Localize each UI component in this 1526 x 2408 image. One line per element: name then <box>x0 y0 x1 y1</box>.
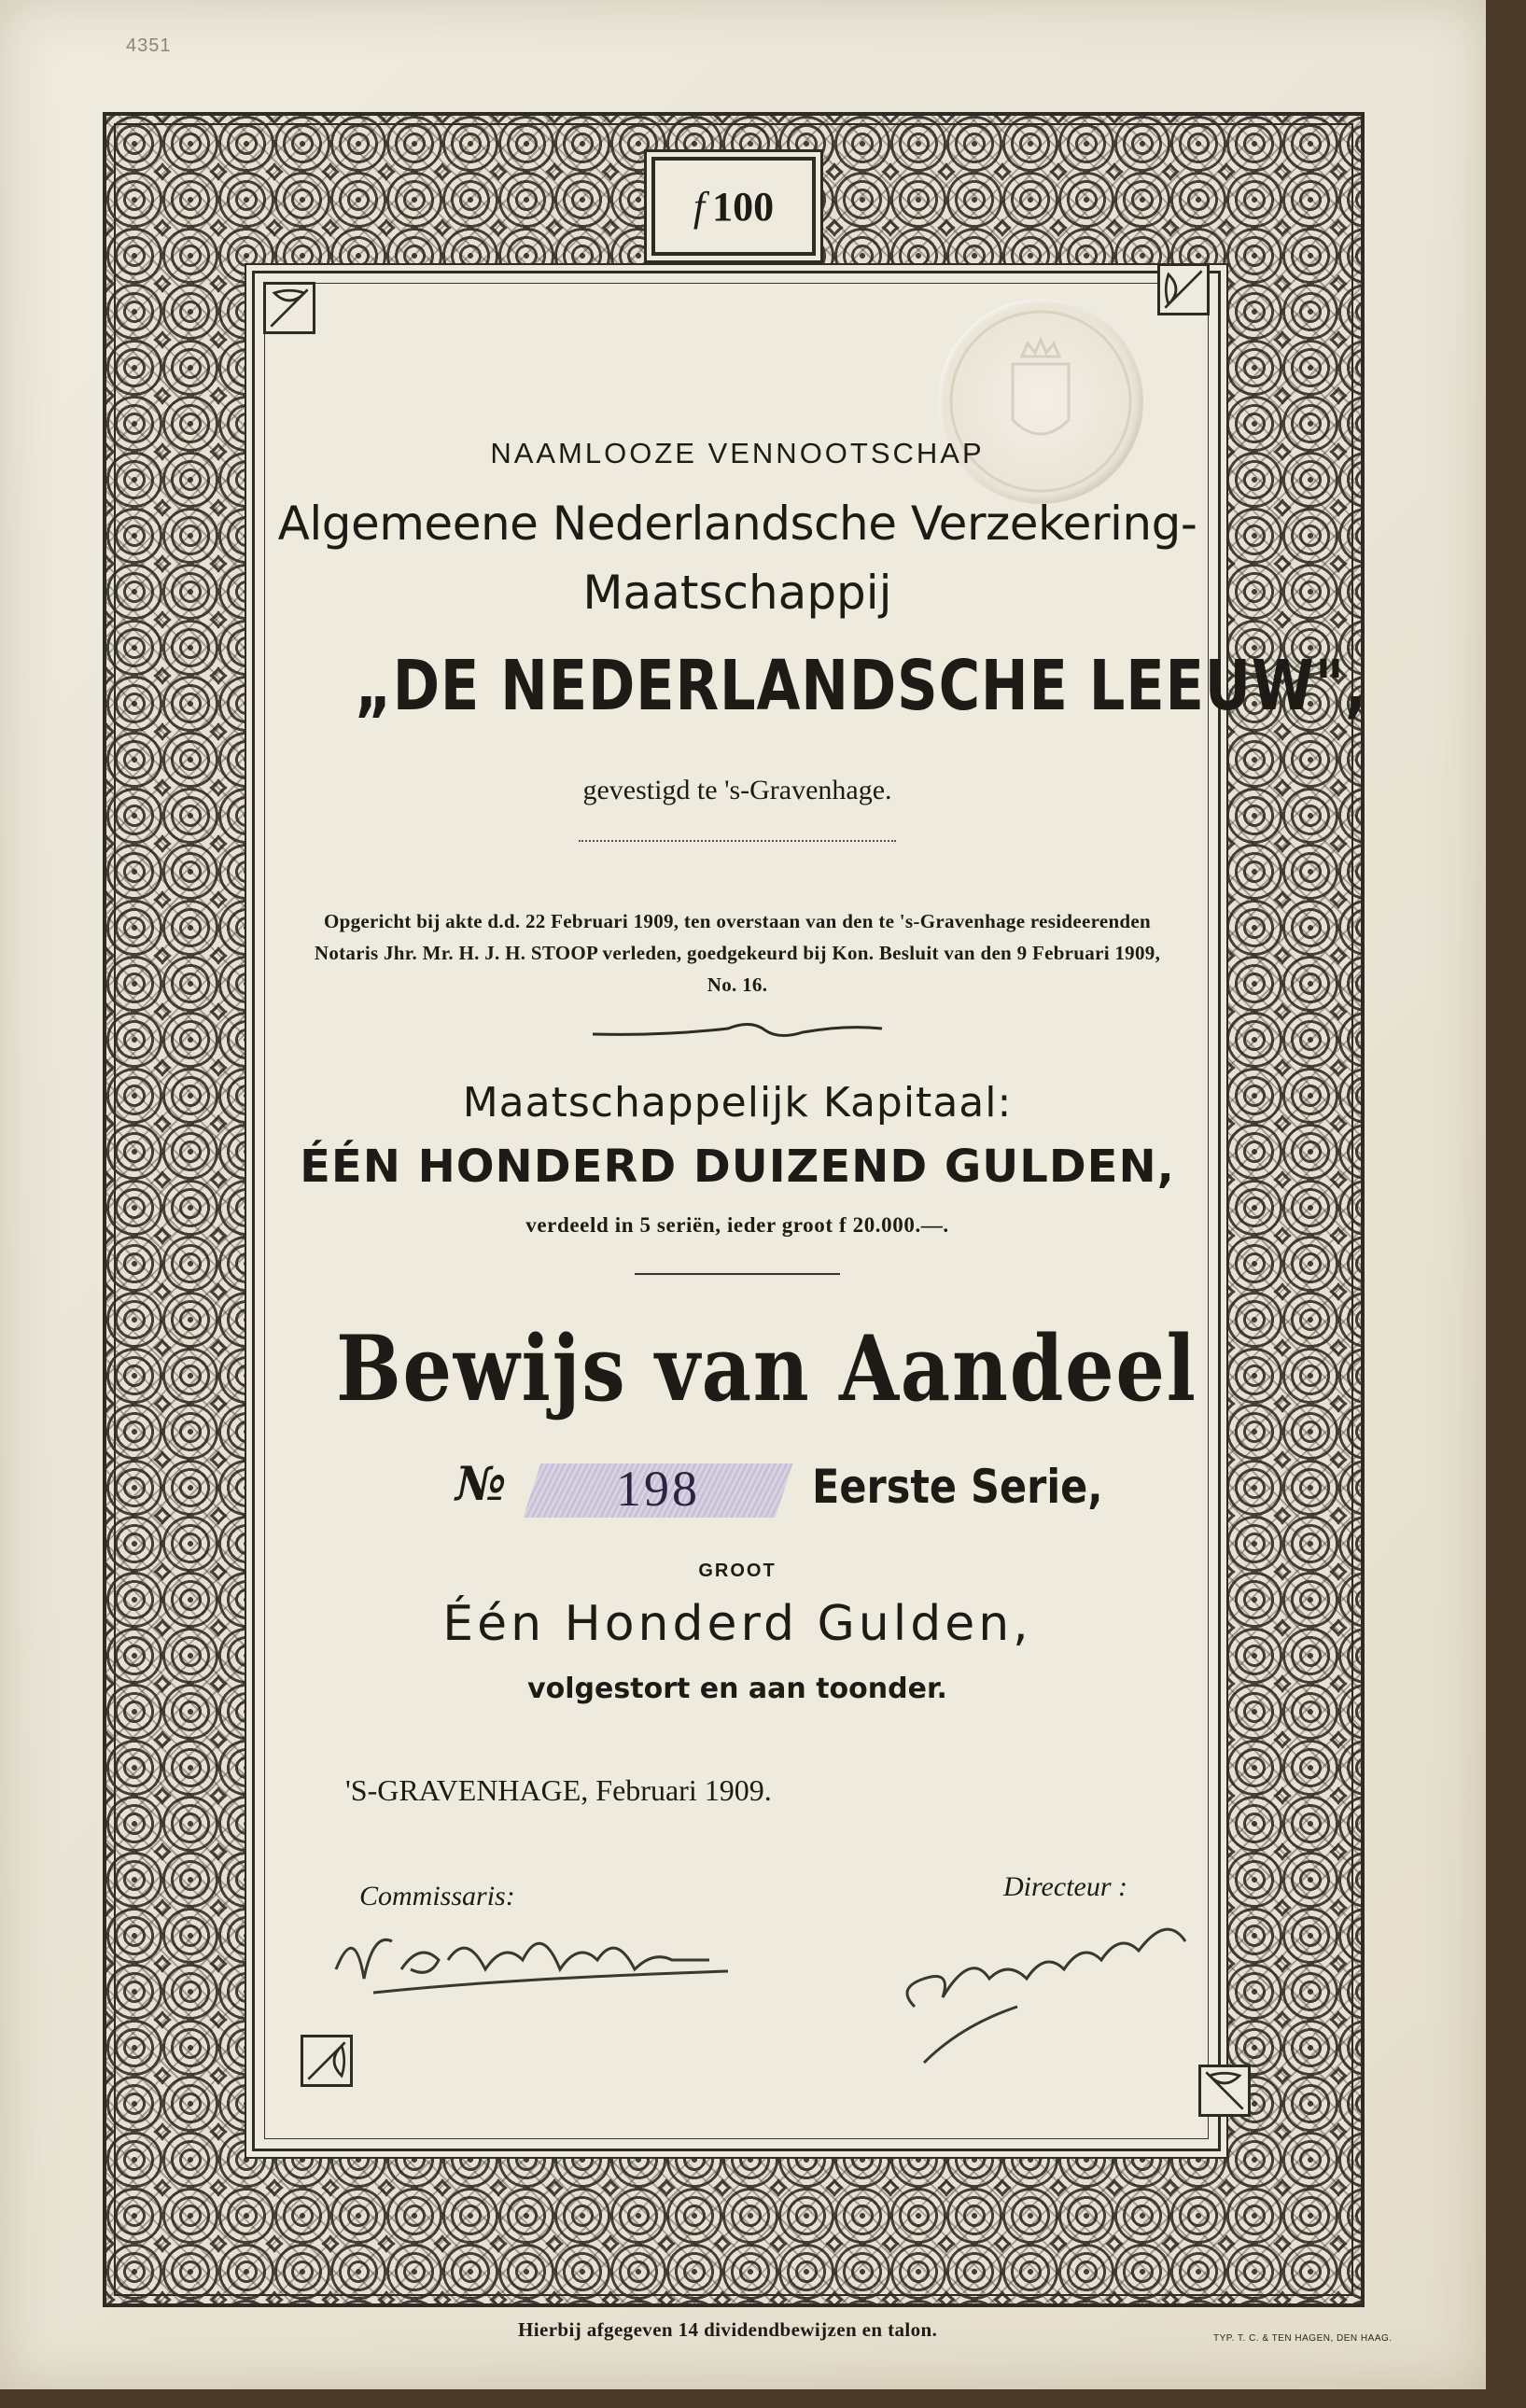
directeur-signature-icon <box>887 1895 1204 2081</box>
swirl-divider-icon <box>588 1015 887 1043</box>
pencil-note: 4351 <box>126 35 172 56</box>
company-name-line1: Algemeene Nederlandsche Verzekering- <box>277 497 1197 551</box>
divider <box>635 1273 840 1275</box>
place-date: 'S-GRAVENHAGE, Februari 1909. <box>345 1773 772 1807</box>
share-value: Één Honderd Gulden, <box>442 1596 1032 1652</box>
share-terms: volgestort en aan toonder. <box>527 1673 947 1705</box>
company-seat: gevestigd te 's-Gravenhage. <box>582 775 892 805</box>
groot-label: GROOT <box>698 1561 777 1581</box>
share-number: 198 <box>616 1461 700 1517</box>
footer-note: Hierbij afgegeven 14 dividendbewijzen en talon. <box>518 2318 938 2341</box>
corner-leaf-ornament-icon <box>1198 2065 1251 2117</box>
commissaris-label: Commissaris: <box>359 1881 515 1911</box>
directeur-label: Directeur : <box>1003 1871 1128 1902</box>
certificate-title: Bewijs van Aandeel <box>336 1316 1197 1421</box>
number-sign: № <box>455 1456 507 1511</box>
share-number-row <box>271 1456 1204 1531</box>
company-name-line2: Maatschappij <box>582 566 892 620</box>
text-panel <box>252 271 1367 2151</box>
commissaris-signature-icon <box>317 1904 765 2016</box>
founding-text: Opgericht bij akte d.d. 22 Februari 1909, ten overstaan van den te 's-Gravenhage residеerenden Notaris Jhr. Mr. H. J. H. STOOP verleden, goedgekeurd bij Kon. Besluit van den 9 Februari 1909, No. 16. <box>314 910 1161 996</box>
corner-leaf-ornament-icon <box>263 282 315 334</box>
corner-leaf-ornament-icon <box>1157 263 1210 315</box>
corner-leaf-ornament-icon <box>301 2035 353 2087</box>
value-mark <box>651 157 816 256</box>
capital-amount: ÉÉN HONDERD DUIZEND GULDEN, <box>300 1141 1175 1193</box>
company-form: NAAMLOOZE VENNOOTSCHAP <box>490 437 985 469</box>
capital-label: Maatschappelijk Kapitaal: <box>462 1079 1013 1127</box>
embossed-seal-icon <box>938 299 1143 504</box>
value-mark-text: f 100 <box>693 183 775 230</box>
company-trade-name: „DE NEDERLANDSCHE LEEUW", <box>355 646 1367 726</box>
capital-division: verdeeld in 5 seriën, ieder groot f 20.000.—. <box>525 1213 949 1237</box>
divider <box>579 840 896 842</box>
share-series: Eerste Serie, <box>812 1460 1103 1514</box>
printer-imprint: TYP. T. C. & TEN HAGEN, DEN HAAG. <box>1213 2333 1393 2344</box>
